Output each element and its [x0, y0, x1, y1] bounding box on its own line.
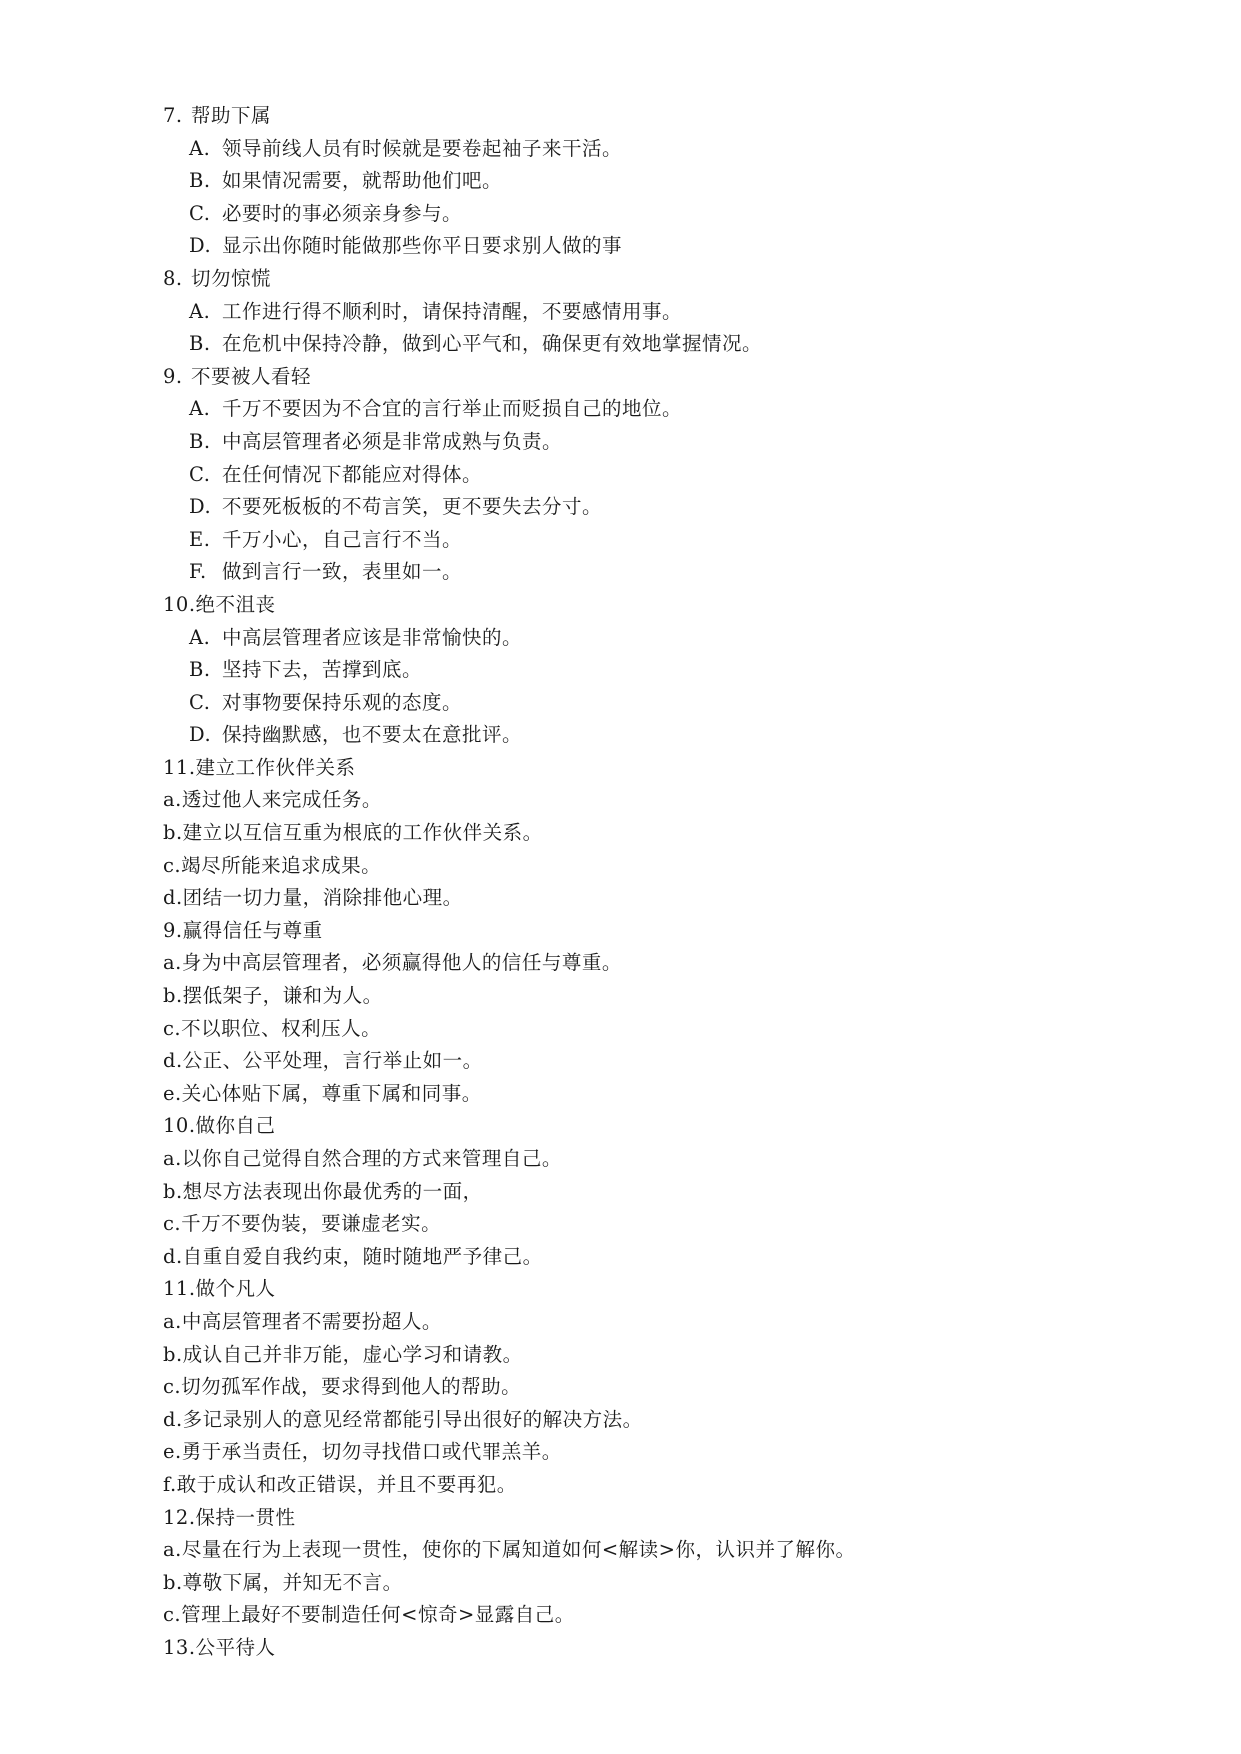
- option-letter: E.: [189, 527, 211, 551]
- option-letter: D.: [189, 234, 212, 258]
- text-line: a.中高层管理者不需要扮超人。: [163, 1309, 442, 1333]
- text-line: b.成认自己并非万能，虚心学习和请教。: [163, 1342, 523, 1366]
- option-text: 坚持下去，苦撑到底。: [222, 658, 423, 682]
- option-text: 千万不要因为不合宜的言行举止而贬损自己的地位。: [222, 397, 683, 421]
- text-line: 9.赢得信任与尊重: [163, 918, 323, 942]
- text-line: b.建立以互信互重为根底的工作伙伴关系。: [163, 821, 543, 845]
- option-text: 必要时的事必须亲身参与。: [222, 201, 463, 225]
- heading-text: 切勿惊慌: [191, 266, 272, 290]
- text-line: d.团结一切力量，消除排他心理。: [163, 886, 463, 910]
- option-item: [163, 328, 1163, 361]
- text-line: 10.做你自己: [163, 1114, 276, 1138]
- option-item: [163, 556, 1163, 589]
- text-line: c.管理上最好不要制造任何<惊奇>显露自己。: [163, 1603, 575, 1627]
- option-item: [163, 133, 1163, 166]
- option-item: [163, 165, 1163, 198]
- option-letter: B.: [189, 169, 211, 193]
- option-item: [163, 719, 1163, 752]
- text-line: c.竭尽所能来追求成果。: [163, 853, 382, 877]
- text-line: b.摆低架子，谦和为人。: [163, 984, 383, 1008]
- heading-text: 帮助下属: [191, 104, 272, 127]
- heading-number: 9.: [163, 364, 183, 388]
- text-line: a.身为中高层管理者，必须赢得他人的信任与尊重。: [163, 951, 622, 975]
- option-item: [163, 230, 1163, 263]
- option-text: 对事物要保持乐观的态度。: [222, 690, 463, 714]
- option-letter: A.: [189, 299, 211, 323]
- option-letter: A.: [189, 136, 211, 160]
- option-item: [163, 426, 1163, 459]
- heading-number: 10.: [163, 592, 196, 616]
- option-item: [163, 393, 1163, 426]
- text-line: e.关心体贴下属，尊重下属和同事。: [163, 1081, 482, 1105]
- option-text: 如果情况需要，就帮助他们吧。: [222, 169, 503, 193]
- document-body: [163, 100, 1163, 1665]
- option-item: [163, 687, 1163, 720]
- option-item: [163, 622, 1163, 655]
- text-line: b.想尽方法表现出你最优秀的一面，: [163, 1179, 483, 1203]
- option-text: 在危机中保持冷静，做到心平气和，确保更有效地掌握情况。: [222, 332, 763, 356]
- text-line: 12.保持一贯性: [163, 1505, 296, 1529]
- section-heading: [163, 361, 1163, 394]
- section-heading: [163, 589, 1163, 622]
- option-letter: C.: [189, 690, 211, 714]
- text-line: e.勇于承当责任，切勿寻找借口或代罪羔羊。: [163, 1440, 562, 1464]
- text-line: c.千万不要伪装，要谦虚老实。: [163, 1212, 442, 1236]
- option-text: 工作进行得不顺利时，请保持清醒，不要感情用事。: [222, 299, 683, 323]
- option-letter: C.: [189, 201, 211, 225]
- option-letter: C.: [189, 462, 211, 486]
- option-text: 不要死板板的不苟言笑，更不要失去分寸。: [222, 495, 603, 519]
- option-letter: D.: [189, 495, 212, 519]
- option-letter: A.: [189, 397, 211, 421]
- option-item: [163, 296, 1163, 329]
- text-line: a.尽量在行为上表现一贯性，使你的下属知道如何<解读>你，认识并了解你。: [163, 1538, 856, 1562]
- option-letter: B.: [189, 658, 211, 682]
- heading-number: 8.: [163, 266, 183, 290]
- option-text: 在任何情况下都能应对得体。: [222, 462, 483, 486]
- option-text: 中高层管理者应该是非常愉快的。: [222, 625, 523, 649]
- text-line: 13.公平待人: [163, 1635, 276, 1659]
- heading-text: 绝不沮丧: [195, 592, 276, 616]
- option-letter: D.: [189, 723, 212, 747]
- option-letter: A.: [189, 625, 211, 649]
- text-line: a.透过他人来完成任务。: [163, 788, 382, 812]
- option-item: [163, 491, 1163, 524]
- option-letter: B.: [189, 332, 211, 356]
- option-text: 保持幽默感，也不要太在意批评。: [222, 723, 523, 747]
- option-item: [163, 654, 1163, 687]
- text-line: d.多记录别人的意见经常都能引导出很好的解决方法。: [163, 1407, 643, 1431]
- option-item: [163, 524, 1163, 557]
- option-item: [163, 198, 1163, 231]
- heading-text: 不要被人看轻: [191, 364, 312, 388]
- section-heading: [163, 263, 1163, 296]
- option-text: 领导前线人员有时候就是要卷起袖子来干活。: [222, 136, 623, 160]
- text-line: d.自重自爱自我约束，随时随地严予律己。: [163, 1244, 543, 1268]
- text-line: d.公正、公平处理，言行举止如一。: [163, 1049, 483, 1073]
- text-line: b.尊敬下属，并知无不言。: [163, 1570, 403, 1594]
- text-line: f.敢于成认和改正错误，并且不要再犯。: [163, 1472, 517, 1496]
- heading-number: 7.: [163, 104, 183, 127]
- text-line: a.以你自己觉得自然合理的方式来管理自己。: [163, 1147, 562, 1170]
- option-text: 千万小心，自己言行不当。: [222, 527, 463, 551]
- text-line: c.切勿孤军作战，要求得到他人的帮助。: [163, 1375, 522, 1399]
- option-letter: B.: [189, 429, 211, 453]
- text-line: 11.做个凡人: [163, 1277, 276, 1301]
- option-text: 中高层管理者必须是非常成熟与负责。: [222, 429, 563, 453]
- option-letter: F.: [189, 560, 207, 584]
- option-text: 显示出你随时能做那些你平日要求别人做的事: [222, 234, 623, 258]
- section-heading: [163, 100, 1163, 133]
- text-line: 11.建立工作伙伴关系: [163, 755, 356, 779]
- option-text: 做到言行一致，表里如一。: [222, 560, 463, 584]
- text-line: c.不以职位、权利压人。: [163, 1016, 382, 1040]
- option-item: [163, 459, 1163, 492]
